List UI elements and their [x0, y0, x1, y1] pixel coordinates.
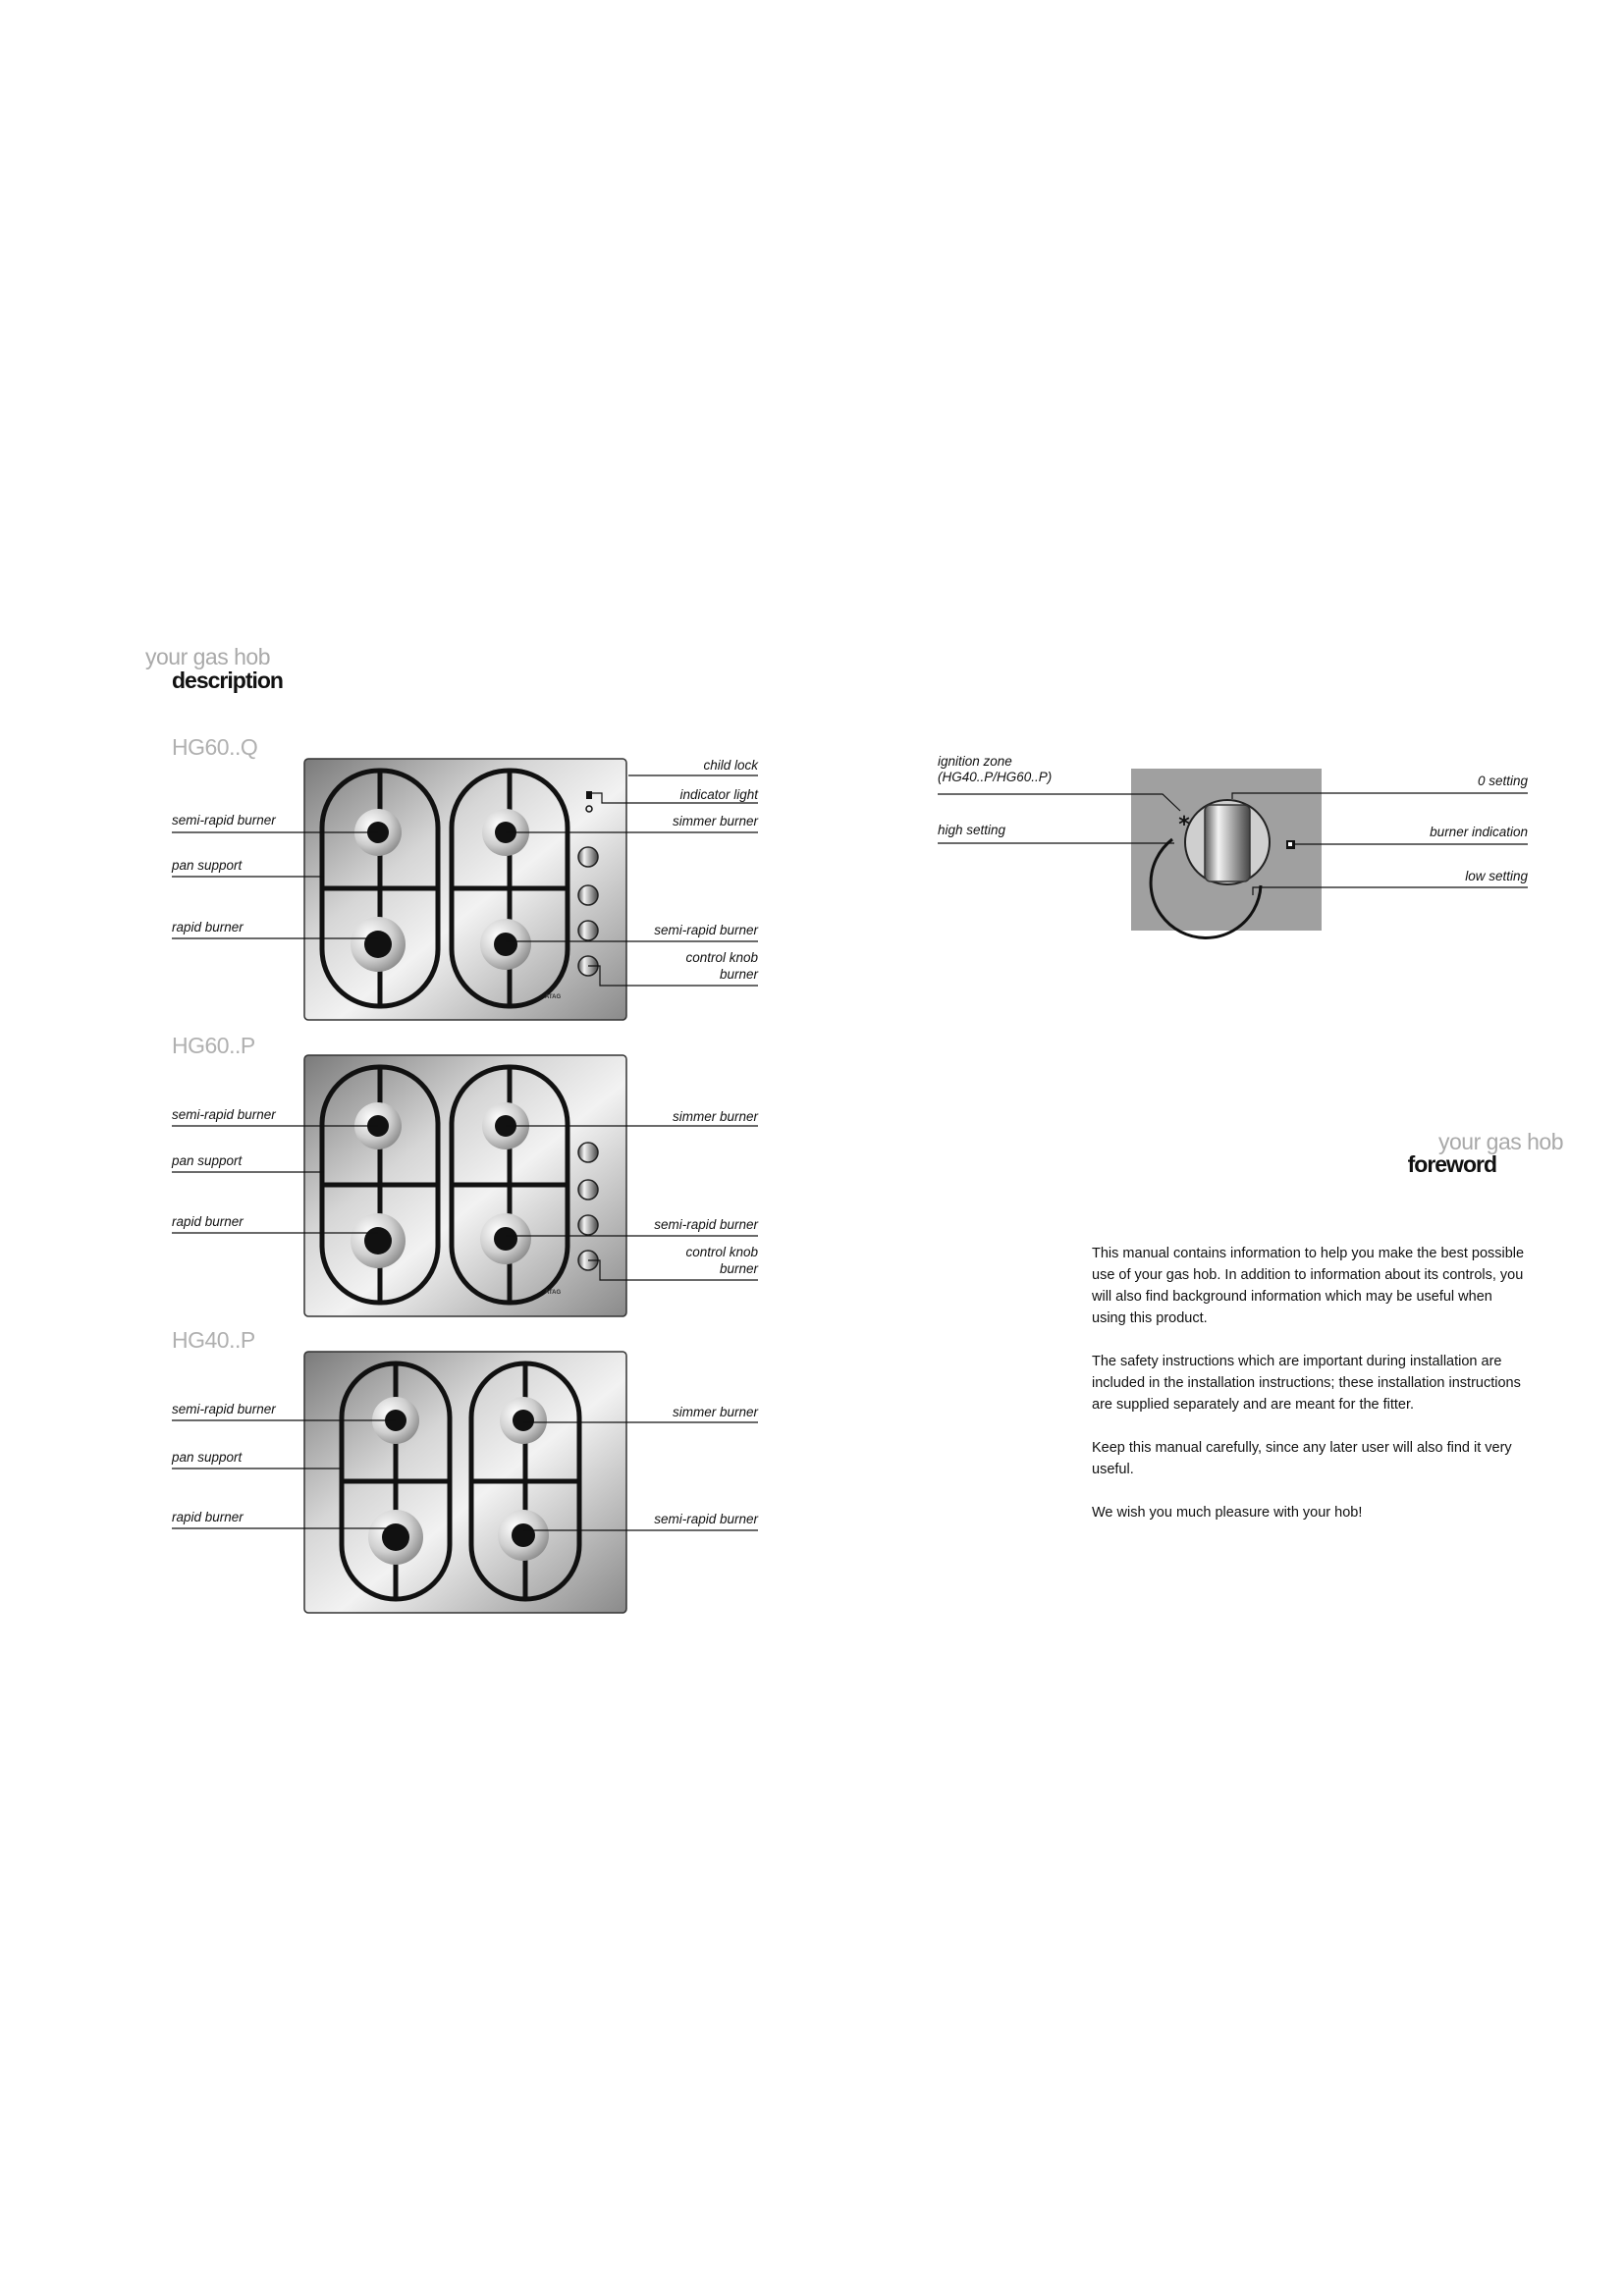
- foreword-body: [1092, 1243, 1529, 1545]
- foreword-paragraph: Keep this manual carefully, since any later user will also find it very useful.: [1092, 1440, 1512, 1477]
- label-child-lock: child lock: [703, 758, 758, 773]
- label-rapid-burner: rapid burner: [172, 1510, 244, 1524]
- model-title-hg60q: HG60..Q: [172, 734, 258, 760]
- label-ignition-zone-models: (HG40..P/HG60..P): [938, 770, 1053, 784]
- label-semi-rapid-burner: semi-rapid burner: [172, 1402, 276, 1416]
- label-simmer-burner: simmer burner: [672, 1109, 758, 1124]
- section-kicker-right: your gas hob: [1438, 1129, 1563, 1154]
- section-title-foreword: foreword: [1407, 1151, 1496, 1177]
- model-title-hg40p: HG40..P: [172, 1327, 255, 1353]
- label-pan-support: pan support: [172, 1153, 243, 1168]
- label-burner-indication: burner indication: [1430, 825, 1528, 839]
- label-semi-rapid-burner: semi-rapid burner: [172, 1107, 276, 1122]
- section-title-description: description: [172, 667, 283, 693]
- label-simmer-burner: simmer burner: [672, 814, 758, 828]
- foreword-paragraph: This manual contains information to help you make the best possible use of your gas hob. In addition to information about its controls, you will also find background information which may be useful when using this product.: [1092, 1246, 1525, 1326]
- label-rapid-burner: rapid burner: [172, 920, 244, 934]
- label-rapid-burner: rapid burner: [172, 1214, 244, 1229]
- label-semi-rapid-burner: semi-rapid burner: [172, 813, 276, 828]
- label-semi-rapid-burner-right: semi-rapid burner: [654, 1512, 758, 1526]
- section-kicker-left: your gas hob: [145, 644, 270, 669]
- label-high-setting: high setting: [938, 823, 1006, 837]
- label-indicator-light: indicator light: [679, 787, 758, 802]
- label-control-knob: control knob: [685, 1245, 758, 1259]
- label-pan-support: pan support: [172, 858, 243, 873]
- label-control-knob: control knob: [685, 950, 758, 965]
- label-pan-support: pan support: [172, 1450, 243, 1465]
- label-zero-setting: 0 setting: [1477, 774, 1528, 788]
- brand-logo-hg60q: ATAG: [545, 994, 562, 1000]
- label-semi-rapid-burner-right: semi-rapid burner: [654, 1217, 758, 1232]
- brand-logo-hg60p: ATAG: [545, 1290, 562, 1296]
- label-burner: burner: [719, 1261, 758, 1276]
- model-title-hg60p: HG60..P: [172, 1033, 255, 1058]
- foreword-paragraph: The safety instructions which are important during installation are included in the installation instructions; these installation instructions are supplied separately and are meant for the fitter.: [1092, 1354, 1521, 1413]
- label-low-setting: low setting: [1465, 869, 1528, 883]
- svg-text:*: *: [1178, 813, 1190, 837]
- label-semi-rapid-burner-right: semi-rapid burner: [654, 923, 758, 937]
- foreword-paragraph: We wish you much pleasure with your hob!: [1092, 1505, 1363, 1521]
- label-simmer-burner: simmer burner: [672, 1405, 758, 1419]
- label-ignition-zone: ignition zone: [938, 754, 1012, 769]
- label-burner: burner: [719, 967, 758, 982]
